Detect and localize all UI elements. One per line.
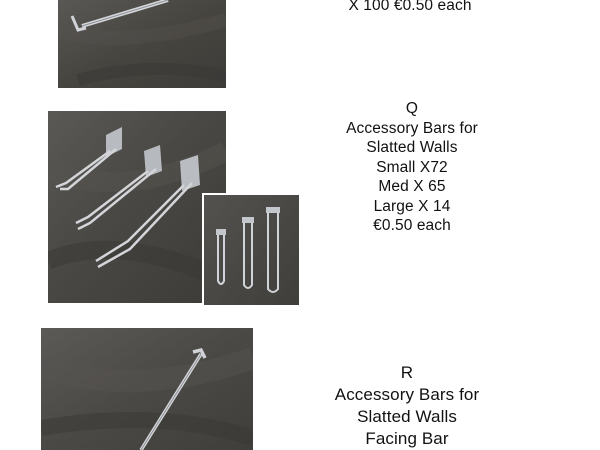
listing-q-title-line1: Accessory Bars for — [346, 119, 478, 137]
listing-q-price: €0.50 each — [373, 217, 451, 234]
photo-accessory-bars-set — [48, 111, 226, 303]
listing-q-large-qty: Large X 14 — [373, 197, 451, 215]
listing-q-small-qty: Small X72 — [376, 158, 448, 176]
listing-q-caption — [322, 99, 502, 236]
listing-r-title-line2: Slatted Walls — [357, 407, 457, 426]
listing-q-med-qty: Med X 65 — [378, 178, 446, 195]
listing-p-price: X 100 €0.50 each — [348, 0, 472, 14]
listing-q-letter: Q — [405, 100, 419, 117]
listing-r-subtitle: Facing Bar — [365, 429, 449, 448]
photo-accessory-bars-inset — [202, 193, 299, 305]
listing-r-caption — [318, 362, 496, 450]
photo-single-hook — [58, 0, 226, 88]
photo-facing-bar — [41, 328, 253, 450]
listing-r-letter: R — [400, 363, 414, 382]
listing-q-title-line2: Slatted Walls — [366, 139, 458, 156]
listing-p-caption — [300, 0, 520, 16]
listing-r-title-line1: Accessory Bars for — [334, 385, 480, 404]
